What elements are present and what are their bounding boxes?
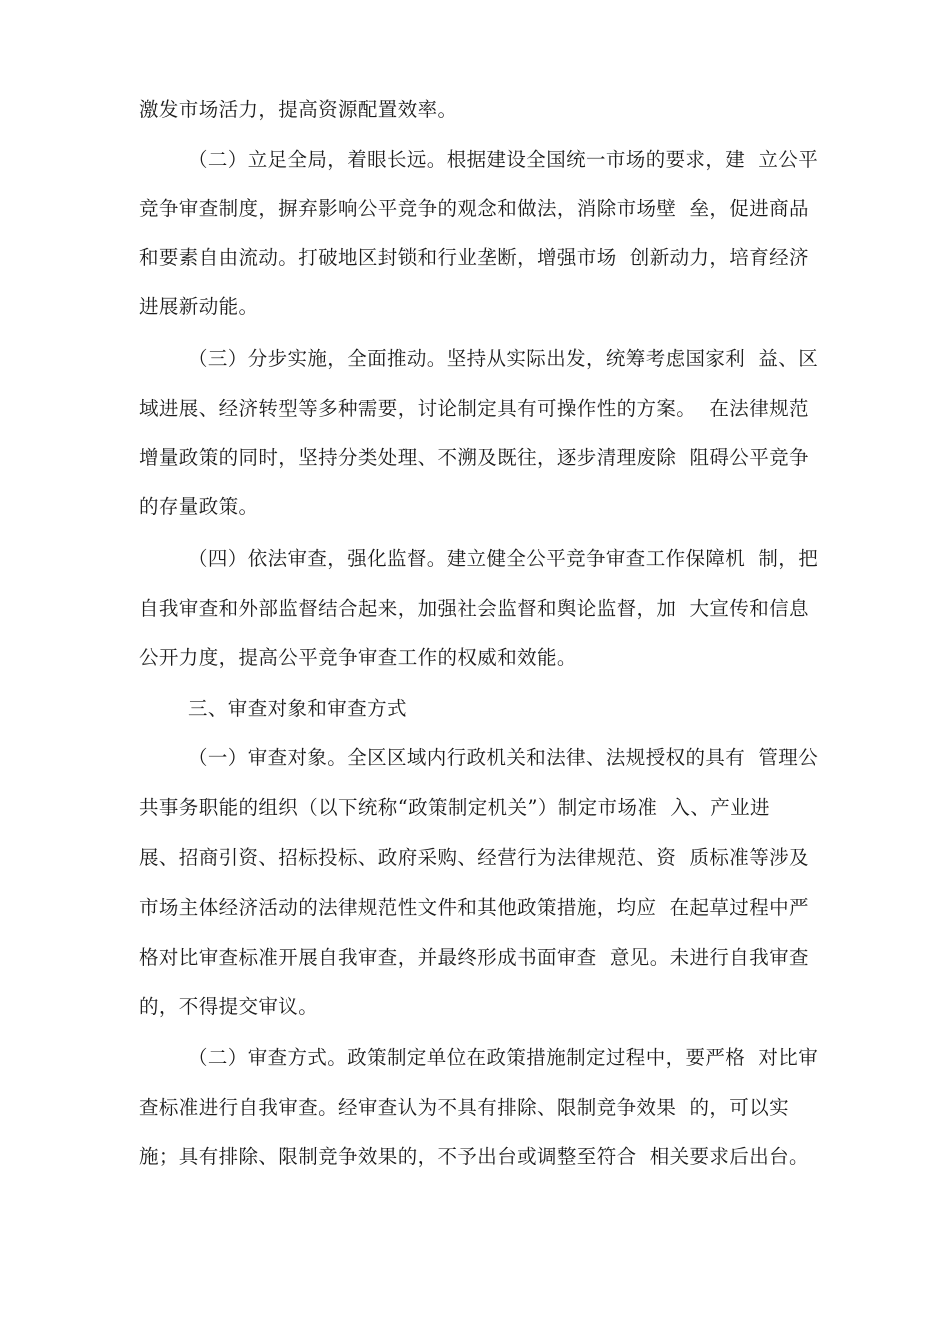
text-line: 增量政策的同时，坚持分类处理、不溯及既往，逐步清理废除 阻碍公平竞争 [139, 446, 809, 469]
text-line: 公开力度，提高公平竞争审查工作的权威和效能。 [139, 646, 577, 669]
text-line: 自我审查和外部监督结合起来，加强社会监督和舆论监督，加 大宣传和信息 [139, 597, 809, 620]
text-line: 的存量政策。 [139, 495, 259, 518]
text-line: 激发市场活力，提高资源配置效率。 [139, 98, 458, 121]
paragraph-6-heading-line: （二）审查方式。政策制定单位在政策措施制定过程中，要严格 对比审 [188, 1046, 819, 1069]
text-line: 和要素自由流动。打破地区封锁和行业垄断，增强市场 创新动力，培育经济 [139, 246, 809, 269]
text-line: 展、招商引资、招标投标、政府采购、经营行为法律规范、资 质标准等涉及 [139, 846, 809, 869]
section-heading: 三、审查对象和审查方式 [188, 697, 407, 720]
text-line: 的，不得提交审议。 [139, 995, 319, 1018]
paragraph-4-heading-line: （四）依法审查，强化监督。建立健全公平竞争审查工作保障机 制，把 [188, 547, 819, 570]
text-line: 域进展、经济转型等多种需要，讨论制定具有可操作性的方案。 在法律规范 [139, 397, 809, 420]
text-line: 市场主体经济活动的法律规范性文件和其他政策措施，均应 在起草过程中严 [139, 896, 809, 919]
text-line: 施；具有排除、限制竞争效果的，不予出台或调整至符合 相关要求后出台。 [139, 1145, 809, 1168]
paragraph-3-heading-line: （三）分步实施，全面推动。坚持从实际出发，统筹考虑国家利 益、区 [188, 347, 819, 370]
paragraph-2-heading-line: （二）立足全局，着眼长远。根据建设全国统一市场的要求，建 立公平 [188, 148, 819, 171]
text-line: 格对比审查标准开展自我审查，并最终形成书面审查 意见。未进行自我审查 [139, 946, 809, 969]
text-line: 共事务职能的组织（以下统称“政策制定机关”）制定市场准 入、产业进 [139, 796, 770, 819]
text-line: 查标准进行自我审查。经审查认为不具有排除、限制竞争效果 的，可以实 [139, 1096, 789, 1119]
text-line: 竞争审查制度，摒弃影响公平竞争的观念和做法，消除市场壁 垒，促进商品 [139, 197, 809, 220]
paragraph-5-heading-line: （一）审查对象。全区区域内行政机关和法律、法规授权的具有 管理公 [188, 746, 819, 769]
text-line: 进展新动能。 [139, 295, 259, 318]
